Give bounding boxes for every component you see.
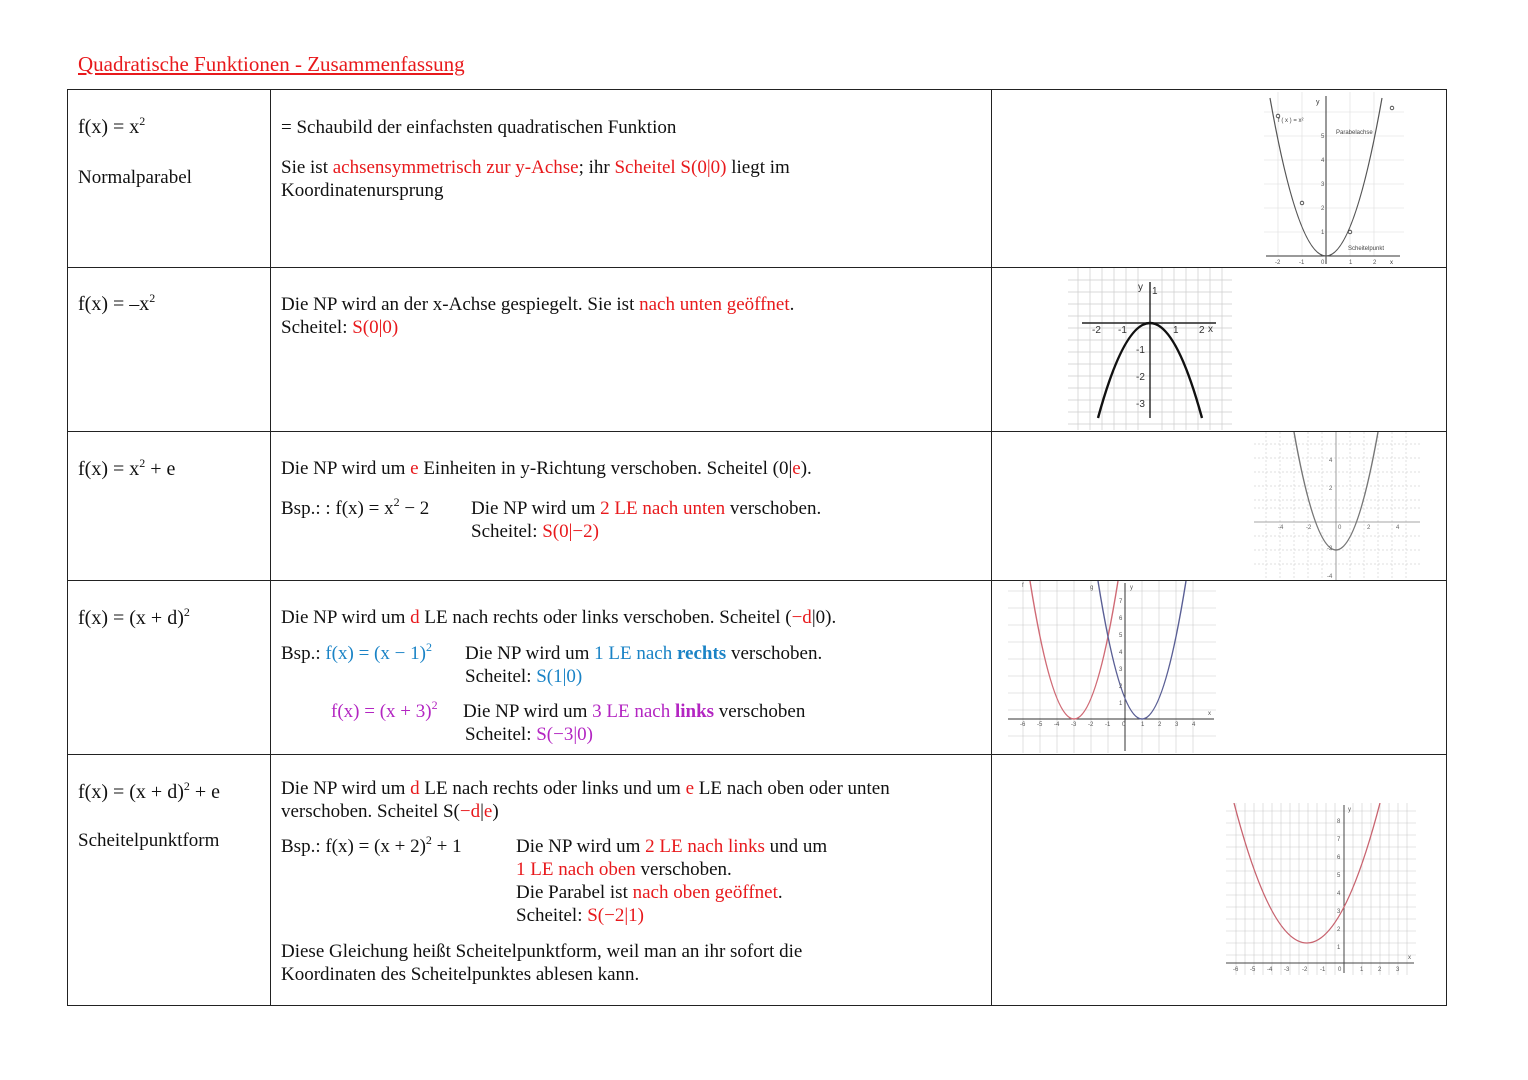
tick-label: -2	[1275, 260, 1281, 266]
table-row	[68, 268, 1447, 432]
tick-label: 3	[1396, 967, 1400, 973]
tick-label: 6	[1119, 616, 1123, 622]
desc-line: Scheitel: S(1|0)	[465, 666, 583, 687]
formula: $f(x) = x^2$	[78, 114, 146, 138]
desc-line: Bsp.: : $f(x) = x^2 - 2$	[281, 495, 430, 519]
desc-line: Scheitel: S(0|0)	[281, 317, 399, 338]
tick-label: 4	[1321, 158, 1325, 164]
tick-label: -2	[1092, 325, 1101, 336]
graph-cell	[992, 755, 1447, 1006]
desc-line: Scheitel: S(−3|0)	[465, 724, 593, 745]
tick-label: 1	[1141, 722, 1145, 728]
tick-label: 1	[1349, 260, 1353, 266]
desc-line: Die NP wird um d LE nach rechts oder links verschoben. Scheitel (−d|0).	[281, 607, 837, 628]
description-cell	[271, 755, 992, 1006]
desc-line: Die Parabel ist nach oben geöffnet.	[516, 882, 783, 903]
axis-label: x	[1408, 955, 1411, 961]
tick-label: 5	[1119, 633, 1123, 639]
tick-label: 6	[1337, 855, 1341, 861]
tick-label: 1	[1337, 945, 1341, 951]
tick-label: 0	[1122, 722, 1126, 728]
page-title: Quadratische Funktionen - Zusammenfassung	[78, 52, 465, 76]
tick-label: -4	[1278, 525, 1284, 531]
tick-label: 1	[1360, 967, 1364, 973]
tick-label: -1	[1299, 260, 1305, 266]
tick-label: 2	[1378, 967, 1382, 973]
tick-label: -3	[1284, 967, 1290, 973]
tick-label: -2	[1088, 722, 1094, 728]
tick-label: 3	[1321, 182, 1325, 188]
tick-label: 7	[1119, 599, 1123, 605]
tick-label: 3	[1119, 667, 1123, 673]
tick-label: 8	[1337, 819, 1341, 825]
axis-label: x	[1208, 711, 1211, 717]
tick-label: -3	[1071, 722, 1077, 728]
desc-line: Die NP wird um 2 LE nach unten verschoben.	[471, 498, 822, 519]
description-cell	[271, 90, 992, 268]
tick-label: 2	[1373, 260, 1377, 266]
desc-line: Scheitel: S(0|−2)	[471, 521, 599, 542]
tick-label: -5	[1250, 967, 1256, 973]
tick-label: -1	[1118, 325, 1127, 336]
curve-label: f	[1022, 583, 1024, 589]
tick-label: -2	[1306, 525, 1312, 531]
axis-label: y	[1348, 807, 1351, 813]
graph-label: Parabelachse	[1336, 130, 1373, 136]
tick-label: -4	[1267, 967, 1273, 973]
axis-label: y	[1316, 99, 1320, 106]
description-cell	[271, 581, 992, 755]
desc-line: Die NP wird um d LE nach rechts oder links und um e LE nach oben oder unten	[281, 778, 890, 799]
description-cell	[271, 432, 992, 581]
tick-label: 1	[1152, 286, 1158, 297]
graph-shifted-parabola	[1254, 432, 1420, 580]
tick-label: -1	[1105, 722, 1111, 728]
tick-label: 7	[1337, 837, 1341, 843]
tick-label: -6	[1233, 967, 1239, 973]
desc-line: Diese Gleichung heißt Scheitelpunktform, weil man an ihr sofort die	[281, 941, 803, 962]
tick-label: 2	[1329, 486, 1333, 492]
graph-negative-parabola	[1068, 268, 1232, 430]
desc-line: Bsp.: $f(x) = (x + 2)^2 + 1$	[281, 833, 462, 857]
tick-label: -5	[1037, 722, 1043, 728]
table-row	[68, 432, 1447, 581]
table-row	[68, 90, 1447, 268]
tick-label: 4	[1329, 458, 1333, 464]
tick-label: -4	[1054, 722, 1060, 728]
desc-line: Die NP wird um 3 LE nach links verschoben	[463, 701, 806, 722]
formula-cell	[68, 268, 271, 432]
desc-line: $f(x) = (x + 3)^2$	[331, 698, 438, 722]
tick-label: 1	[1173, 325, 1179, 336]
tick-label: 1	[1119, 701, 1123, 707]
desc-line: = Schaubild der einfachsten quadratischen Funktion	[281, 117, 677, 138]
desc-line: Koordinatenursprung	[281, 180, 444, 201]
tick-label: -3	[1136, 399, 1145, 410]
tick-label: 3	[1337, 909, 1341, 915]
tick-label: -2	[1302, 967, 1308, 973]
axis-label: x	[1208, 324, 1213, 335]
tick-label: -6	[1020, 722, 1026, 728]
formula: $f(x) = x^2 + e$	[78, 456, 176, 480]
tick-label: 2	[1321, 206, 1325, 212]
table-row	[68, 755, 1447, 1006]
formula-cell	[68, 432, 271, 581]
tick-label: 2	[1367, 525, 1371, 531]
tick-label: -1	[1136, 345, 1145, 356]
tick-label: -1	[1320, 967, 1326, 973]
graph-label: Scheitelpunkt	[1348, 246, 1385, 252]
tick-label: 4	[1396, 525, 1400, 531]
desc-line: 1 LE nach oben verschoben.	[516, 859, 732, 880]
axis-label: y	[1130, 585, 1133, 591]
desc-line: Scheitel: S(−2|1)	[516, 905, 644, 926]
graph-horizontal-shift	[1008, 581, 1216, 753]
tick-label: 2	[1119, 684, 1123, 690]
formula: $f(x) = -x^2$	[78, 291, 156, 315]
summary-table	[67, 89, 1447, 1006]
curve-label: g	[1090, 585, 1094, 591]
tick-label: 0	[1338, 525, 1342, 531]
function-name: Normalparabel	[78, 167, 192, 188]
desc-line: verschoben. Scheitel S(−d|e)	[281, 801, 499, 822]
description-cell	[271, 268, 992, 432]
formula-cell	[68, 755, 271, 1006]
tick-label: 0	[1338, 967, 1342, 973]
desc-line: Sie ist achsensymmetrisch zur y-Achse; ihr Scheitel S(0|0) liegt im	[281, 157, 790, 178]
tick-label: 1	[1321, 230, 1325, 236]
tick-label: 0	[1321, 260, 1325, 266]
tick-label: -2	[1136, 372, 1145, 383]
graph-vertex-form	[1226, 803, 1416, 975]
graph-normalparabel	[1264, 92, 1404, 266]
tick-label: -2	[1327, 546, 1333, 552]
formula: $f(x) = (x + d)^2 + e$	[78, 779, 221, 803]
desc-line: Die NP wird um 2 LE nach links und um	[516, 836, 828, 857]
graph-cell	[992, 581, 1447, 755]
formula-cell	[68, 90, 271, 268]
graph-cell	[992, 268, 1447, 432]
tick-label: 4	[1337, 891, 1341, 897]
tick-label: 4	[1192, 722, 1196, 728]
formula: $f(x) = (x + d)^2$	[78, 605, 190, 629]
tick-label: -4	[1327, 574, 1333, 580]
tick-label: 5	[1337, 873, 1341, 879]
desc-line: Koordinaten des Scheitelpunktes ablesen kann.	[281, 964, 640, 985]
function-name: Scheitelpunktform	[78, 830, 220, 851]
graph-label: f ( x ) = x²	[1278, 118, 1304, 124]
axis-label: y	[1138, 282, 1143, 293]
desc-line: Die NP wird um e Einheiten in y-Richtung verschoben. Scheitel (0|e).	[281, 458, 812, 479]
formula-cell	[68, 581, 271, 755]
desc-line: Bsp.: $f(x) = (x - 1)^2$	[281, 640, 432, 664]
table-row	[68, 581, 1447, 755]
tick-label: 5	[1321, 134, 1325, 140]
tick-label: 3	[1175, 722, 1179, 728]
desc-line: Die NP wird an der x-Achse gespiegelt. Sie ist nach unten geöffnet.	[281, 294, 795, 315]
tick-label: 4	[1119, 650, 1123, 656]
tick-label: 2	[1199, 325, 1205, 336]
graph-cell	[992, 90, 1447, 268]
desc-line: Die NP wird um 1 LE nach rechts verschoben.	[465, 643, 823, 664]
tick-label: 2	[1337, 927, 1341, 933]
tick-label: 2	[1158, 722, 1162, 728]
axis-label: x	[1390, 260, 1393, 266]
graph-cell	[992, 432, 1447, 581]
